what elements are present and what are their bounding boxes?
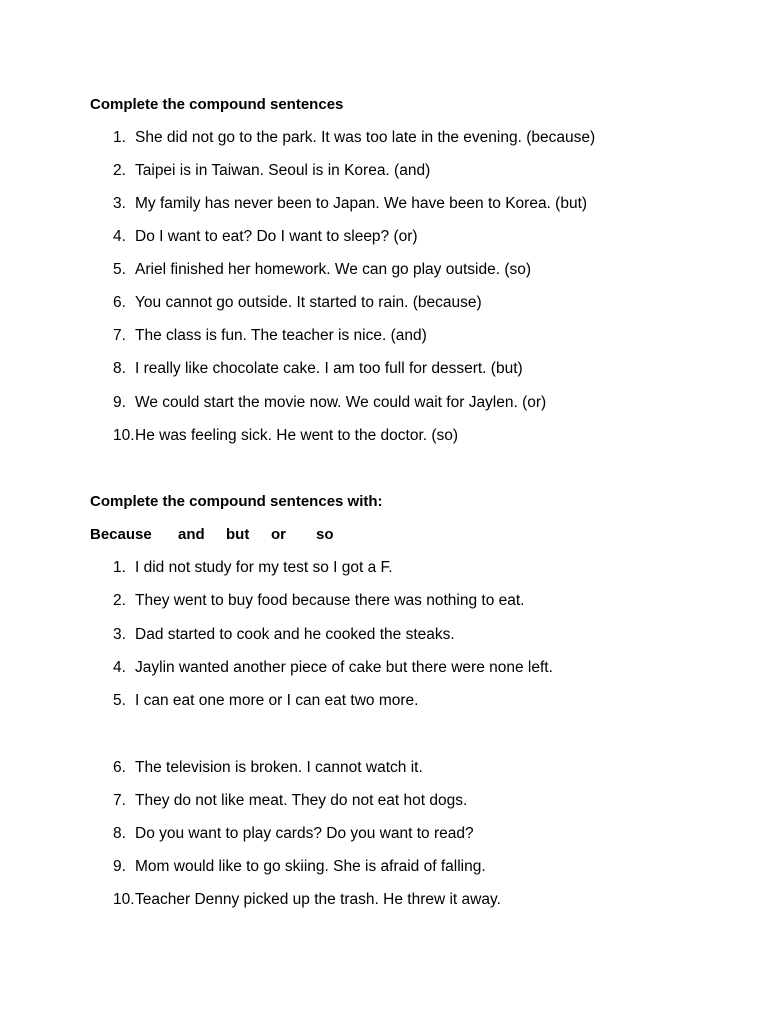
item-number: 7. — [113, 327, 126, 344]
item-number: 1. — [113, 129, 126, 146]
item-text: They do not like meat. They do not eat hot dogs. — [135, 792, 468, 809]
item-text: We could start the movie now. We could wait for Jaylen. (or) — [135, 394, 547, 411]
item-text: They went to buy food because there was nothing to eat. — [135, 592, 525, 609]
item-text: Taipei is in Taiwan. Seoul is in Korea. (and) — [135, 162, 431, 179]
item-text: Mom would like to go skiing. She is afraid of falling. — [135, 858, 486, 875]
item-text: Do I want to eat? Do I want to sleep? (or) — [135, 228, 418, 245]
item-number: 3. — [113, 626, 126, 643]
item-number: 2. — [113, 162, 126, 179]
item-number: 6. — [113, 759, 126, 776]
item-text: Dad started to cook and he cooked the steaks. — [135, 626, 455, 643]
item-number: 3. — [113, 195, 126, 212]
item-number: 7. — [113, 792, 126, 809]
word-bank-item: and — [178, 526, 205, 543]
item-text: I really like chocolate cake. I am too full for dessert. (but) — [135, 360, 523, 377]
item-number: 4. — [113, 659, 126, 676]
item-number: 10. — [113, 427, 135, 444]
item-text: I did not study for my test so I got a F. — [135, 559, 393, 576]
item-text: She did not go to the park. It was too late in the evening. (because) — [135, 129, 596, 146]
item-number: 9. — [113, 858, 126, 875]
item-text: Do you want to play cards? Do you want to read? — [135, 825, 474, 842]
item-number: 2. — [113, 592, 126, 609]
item-number: 5. — [113, 261, 126, 278]
item-text: You cannot go outside. It started to rain. (because) — [135, 294, 482, 311]
word-bank-item: Because — [90, 526, 152, 543]
item-number: 8. — [113, 825, 126, 842]
word-bank-item: or — [271, 526, 286, 543]
item-number: 1. — [113, 559, 126, 576]
item-text: The television is broken. I cannot watch it. — [135, 759, 423, 776]
item-number: 10. — [113, 891, 135, 908]
section1-heading: Complete the compound sentences — [90, 96, 344, 113]
item-text: Teacher Denny picked up the trash. He threw it away. — [135, 891, 501, 908]
item-text: He was feeling sick. He went to the doctor. (so) — [135, 427, 459, 444]
item-number: 5. — [113, 692, 126, 709]
item-text: The class is fun. The teacher is nice. (and) — [135, 327, 427, 344]
item-number: 9. — [113, 394, 126, 411]
section2-heading: Complete the compound sentences with: — [90, 493, 383, 510]
item-text: I can eat one more or I can eat two more. — [135, 692, 419, 709]
item-text: Ariel finished her homework. We can go play outside. (so) — [135, 261, 532, 278]
word-bank-item: but — [226, 526, 250, 543]
item-text: Jaylin wanted another piece of cake but there were none left. — [135, 659, 553, 676]
word-bank-item: so — [316, 526, 334, 543]
item-number: 4. — [113, 228, 126, 245]
item-number: 8. — [113, 360, 126, 377]
item-text: My family has never been to Japan. We have been to Korea. (but) — [135, 195, 588, 212]
item-number: 6. — [113, 294, 126, 311]
